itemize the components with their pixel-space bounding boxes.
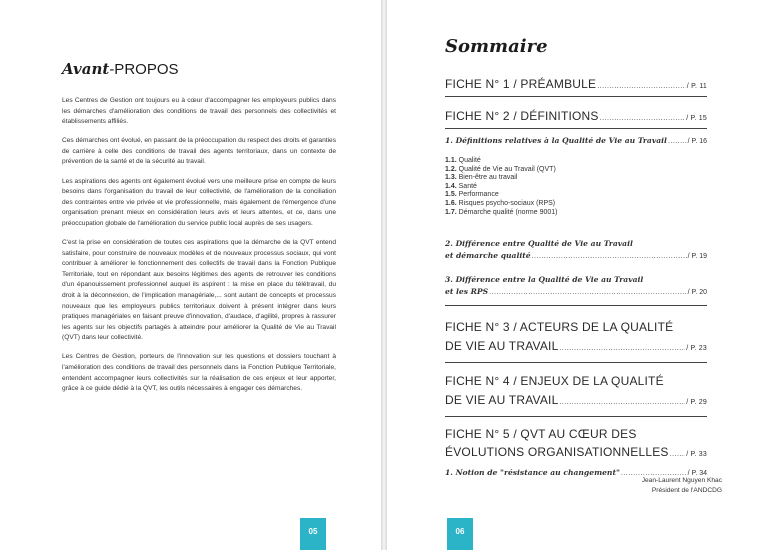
toc-fiche-1-label: FICHE N° 1 / PRÉAMBULE bbox=[445, 77, 597, 91]
toc-sub-item[interactable]: 1.7. Démarche qualité (norme 9001) bbox=[445, 208, 558, 216]
leader-dots bbox=[670, 446, 686, 464]
toc-fiche-3-line2: DE VIE AU TRAVAIL bbox=[445, 339, 559, 353]
leader-dots bbox=[559, 393, 685, 412]
left-page bbox=[0, 0, 381, 550]
separator-line bbox=[445, 416, 707, 417]
toc-sub-items bbox=[445, 157, 707, 217]
toc-fiche-5-page: / P. 33 bbox=[686, 451, 707, 458]
toc-sub-item[interactable]: 1.3. Bien-être au travail bbox=[445, 174, 518, 182]
toc-fiche-5[interactable] bbox=[445, 425, 707, 464]
toc-section-5-1-page: / P. 34 bbox=[687, 470, 707, 477]
page-number-right: 06 bbox=[447, 518, 473, 550]
toc-sub-item[interactable]: 1.4. Santé bbox=[445, 182, 477, 190]
toc-section-3[interactable] bbox=[445, 274, 707, 299]
separator-line bbox=[445, 362, 707, 363]
toc-section-5-1-label: 1. Notion de "résistance au changement" bbox=[445, 468, 620, 477]
toc-section-2[interactable] bbox=[445, 238, 707, 263]
toc-fiche-1[interactable] bbox=[445, 77, 707, 91]
toc-fiche-5-line1: FICHE N° 5 / QVT AU CŒUR DES bbox=[445, 427, 637, 441]
signature-role: Président de l'ANDCDG bbox=[651, 487, 722, 494]
sommaire-title: Sommaire bbox=[445, 36, 548, 57]
separator-line bbox=[445, 96, 707, 97]
toc-section-3-page: / P. 20 bbox=[687, 289, 707, 296]
toc-section-2-page: / P. 19 bbox=[687, 253, 707, 260]
toc-fiche-4-line2: DE VIE AU TRAVAIL bbox=[445, 393, 559, 407]
leader-dots bbox=[600, 115, 686, 122]
title-rest-part: -PROPOS bbox=[109, 61, 179, 78]
toc-fiche-2-page: / P. 15 bbox=[686, 115, 707, 122]
foreword-paragraph: Les Centres de Gestion ont toujours eu à cœur d'accompagner les employeurs publics dans les démarches d'amélioration des conditions de travail des personnels des collectivités et établissements affiliés. bbox=[62, 97, 336, 126]
toc-section-2-line1: 2. Différence entre Qualité de Vie au Travail bbox=[445, 239, 633, 248]
toc-sub-item[interactable]: 1.5. Performance bbox=[445, 191, 499, 199]
toc-section-5-1[interactable] bbox=[445, 468, 707, 477]
toc-sub-item[interactable]: 1.2. Qualité de Vie au Travail (QVT) bbox=[445, 165, 556, 173]
toc-fiche-3-page: / P. 23 bbox=[686, 345, 707, 352]
toc-fiche-2[interactable] bbox=[445, 109, 707, 123]
leader-dots bbox=[668, 138, 687, 145]
toc-fiche-5-line2: ÉVOLUTIONS ORGANISATIONNELLES bbox=[445, 445, 669, 459]
toc-fiche-2-label: FICHE N° 2 / DÉFINITIONS bbox=[445, 109, 599, 123]
page-number-left: 05 bbox=[300, 518, 326, 550]
toc-section-3-line1: 3. Différence entre la Qualité de Vie au Travail bbox=[445, 275, 644, 284]
leader-dots bbox=[559, 339, 685, 358]
toc-section-1-page: / P. 16 bbox=[687, 138, 707, 145]
separator-line bbox=[445, 128, 707, 129]
leader-dots bbox=[597, 83, 686, 90]
separator-line bbox=[445, 305, 707, 306]
toc-fiche-4[interactable] bbox=[445, 372, 707, 412]
book-gutter bbox=[381, 0, 387, 550]
signature-block bbox=[642, 476, 722, 496]
toc-section-2-line2: et démarche qualité bbox=[445, 251, 531, 260]
toc-fiche-3-line1: FICHE N° 3 / ACTEURS DE LA QUALITÉ bbox=[445, 320, 674, 334]
toc-section-1-label: 1. Définitions relatives à la Qualité de Vie au Travail bbox=[445, 136, 667, 145]
foreword-paragraph: Les aspirations des agents ont également évolué vers une meilleure prise en compte de leurs besoins dans l'organisation du travail de leur collectivité, de l'amélioration de la conciliation des contraintes entre vie privée et vie professionnelle, mais également de l'émergence d'une organisation prenant mieux en considération leurs avis et leurs attentes, et ce, dans une préoccupation globale de l'amélioration du service public local auprès de ses usagers. bbox=[62, 177, 336, 227]
leader-dots bbox=[621, 470, 687, 477]
foreword-paragraph: C'est la prise en considération de toutes ces aspirations que la démarche de la QVT entend satisfaire, pour construire de nouveaux modèles et de nouveaux processus sociaux, qui vont contribuer à améliorer le fonctionnement des collectifs de travail dans la Fonction Publique Territoriale, tout en répondant aux besoins légitimes des agents de retrouver les conditions d'un épanouissement professionnel auquel ils aspirent : la mise en place du télétravail, du droit à la déconnexion, de l'implication managériale,... sont autant de concepts et processus nouveaux que les employeurs publics territoriaux doivent à présent intégrer dans leurs pratiques managériales en faisant preuve d'innovation, d'audace, d'agilité, propres à rassurer les agents sur les objectifs partagés à atteindre pour améliorer la Qualité de Vie au Travail (QVT) dans leur collectivité. bbox=[62, 239, 336, 342]
toc-section-3-line2: et les RPS bbox=[445, 287, 489, 296]
title-script-part: Avant bbox=[62, 60, 110, 78]
toc-sub-item[interactable]: 1.6. Risques psycho-sociaux (RPS) bbox=[445, 199, 556, 207]
toc-fiche-1-page: / P. 11 bbox=[686, 83, 707, 90]
toc-fiche-3[interactable] bbox=[445, 318, 707, 358]
foreword-body bbox=[62, 96, 336, 403]
toc-sub-item[interactable]: 1.1. Qualité bbox=[445, 157, 481, 164]
avant-propos-title bbox=[62, 60, 179, 78]
foreword-paragraph: Les Centres de Gestion, porteurs de l'innovation sur les questions et dossiers touchant à l'amélioration des conditions de travail des personnels dans la Fonction Publique Territoriale, entendent accompagner leurs collectivités sur la réalisation de ces enjeux et leur apporter, grâce à ce guide dédié à la QVT, les outils nécessaires à engager ces démarches. bbox=[62, 353, 336, 393]
toc-fiche-4-page: / P. 29 bbox=[686, 399, 707, 406]
toc-fiche-4-line1: FICHE N° 4 / ENJEUX DE LA QUALITÉ bbox=[445, 374, 664, 388]
foreword-paragraph: Ces démarches ont évolué, en passant de la préoccupation du respect des droits et garanties de carrière à celle des conditions de travail des agents territoriaux, dans un contexte de prévention de la santé et de la sécurité au travail. bbox=[62, 137, 336, 166]
signature-name: Jean-Laurent Nguyen Khac bbox=[641, 477, 722, 484]
toc-section-1[interactable] bbox=[445, 136, 707, 145]
leader-dots bbox=[489, 287, 687, 299]
leader-dots bbox=[532, 251, 687, 263]
